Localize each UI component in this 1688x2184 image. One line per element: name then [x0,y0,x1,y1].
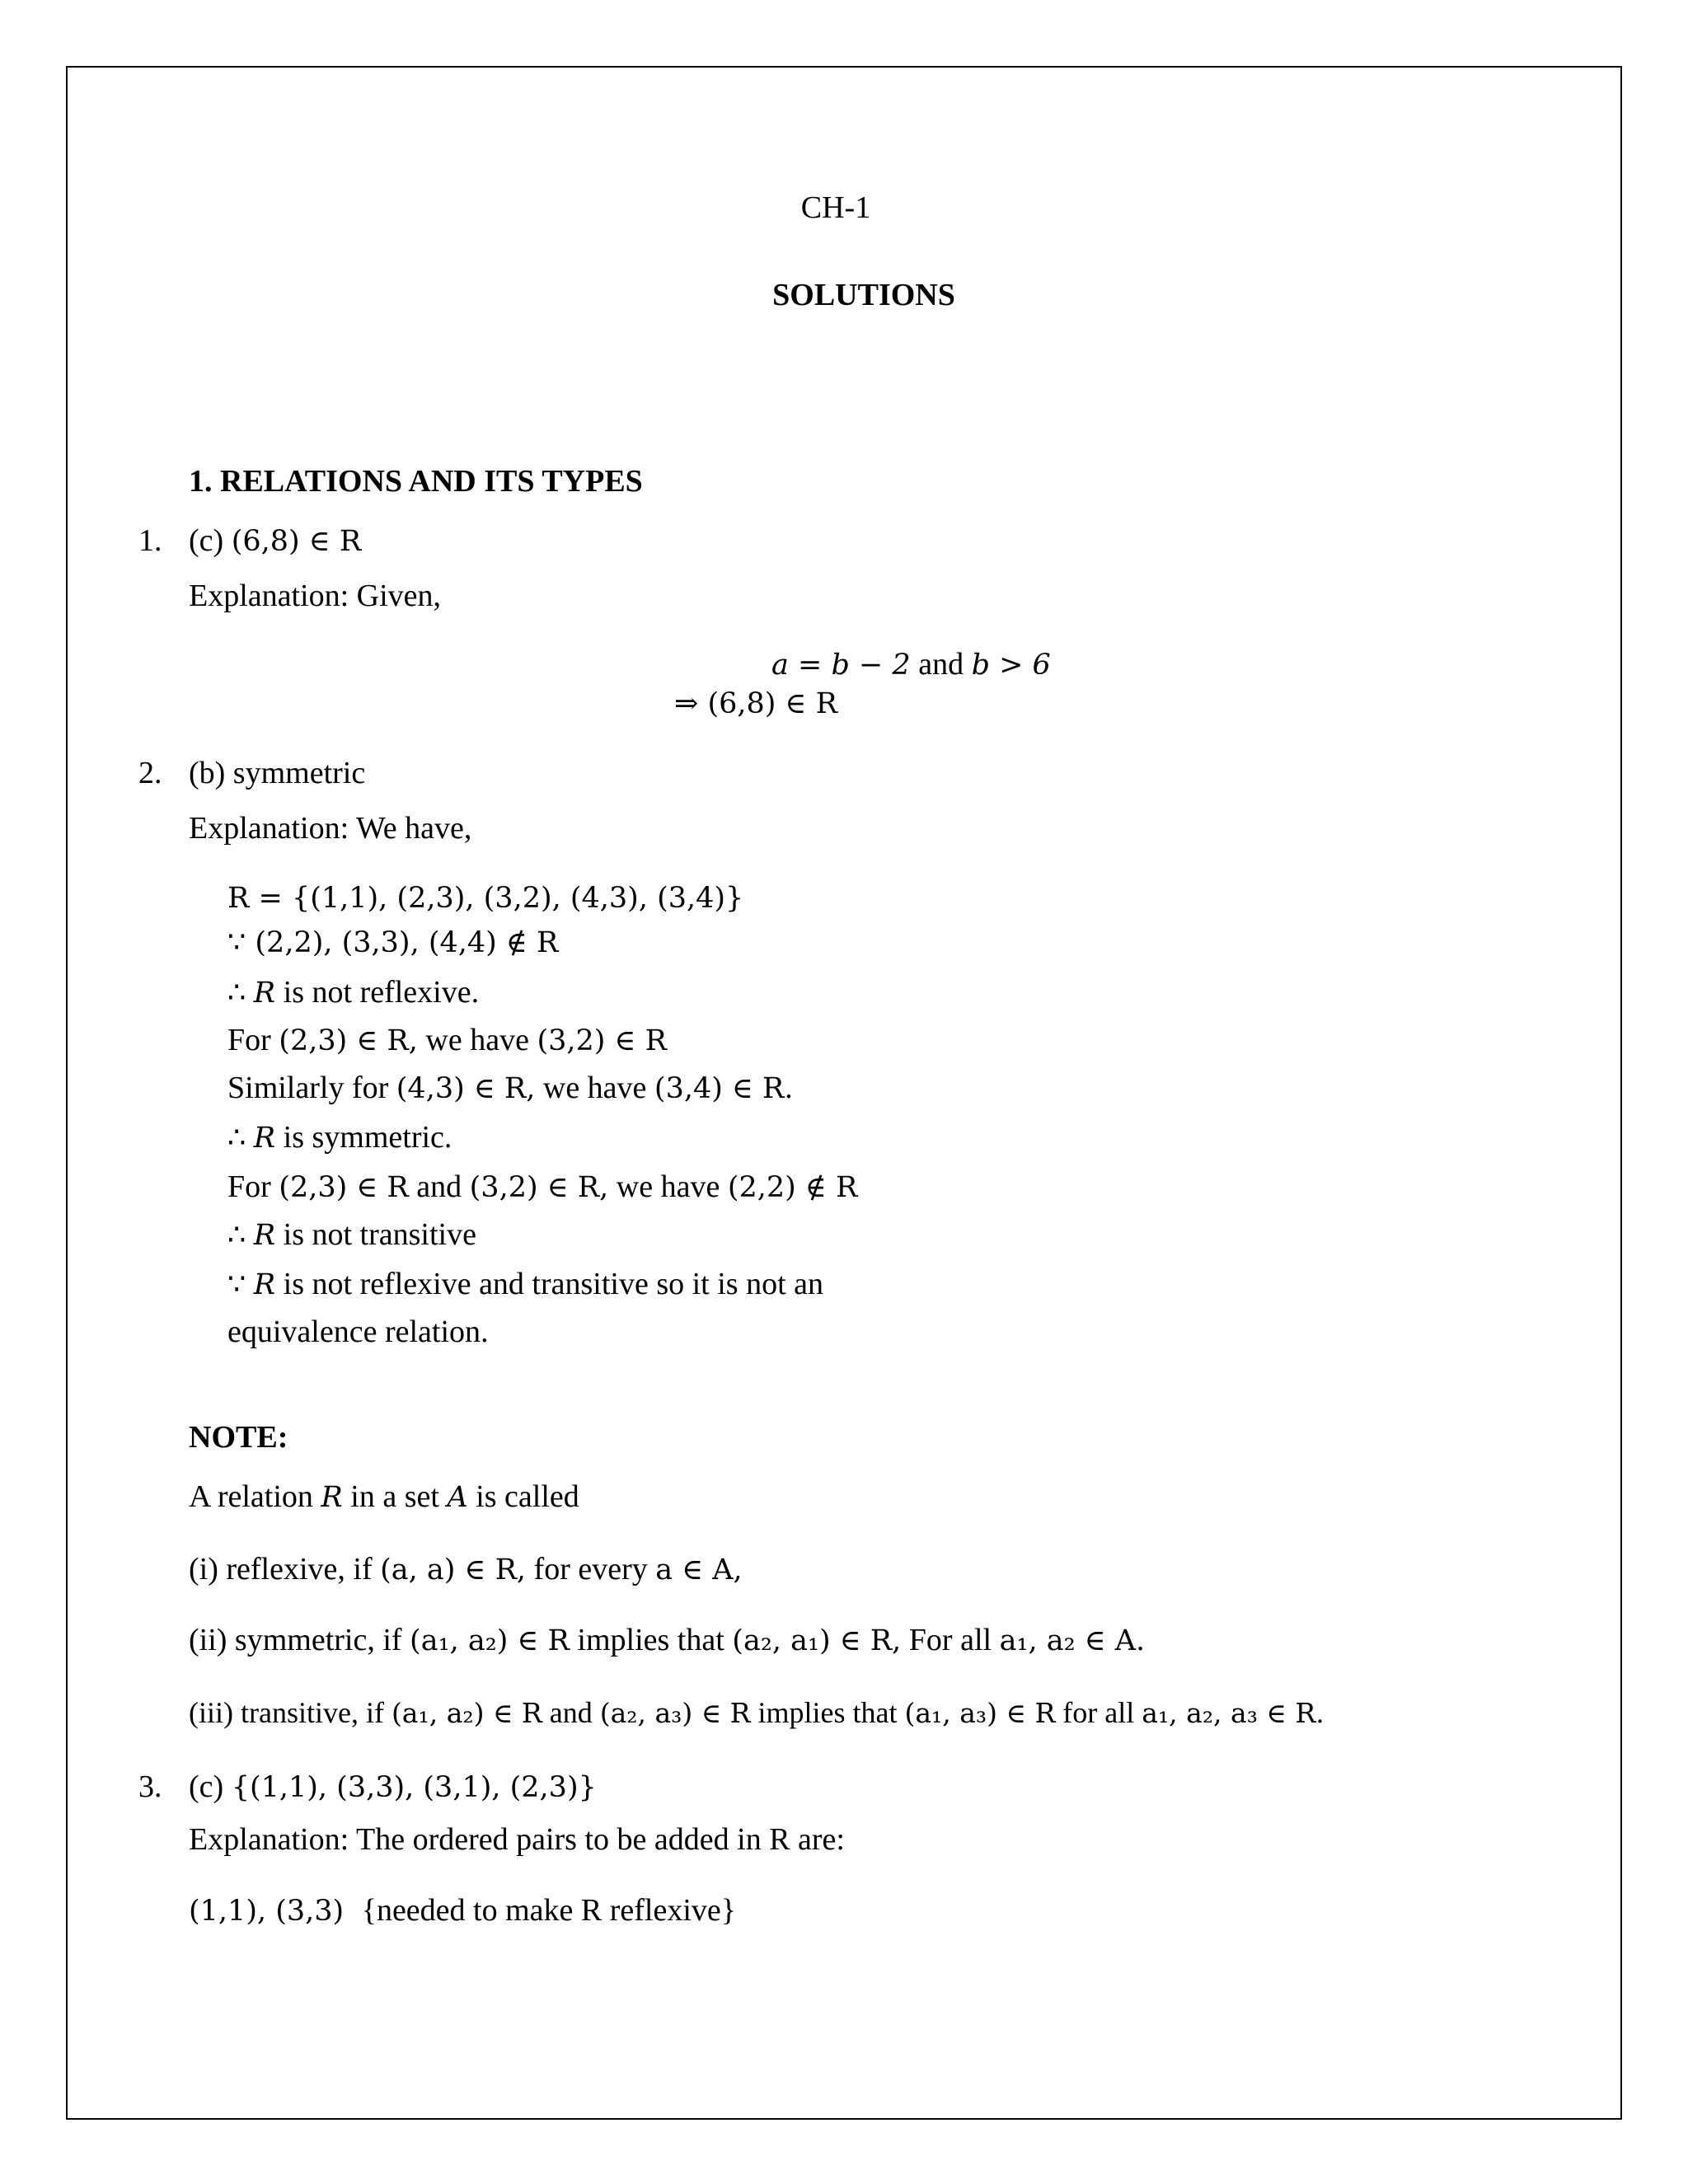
q3-explanation: Explanation: The ordered pairs to be added in R are: [189,1822,845,1857]
q3-pairs: (1,1), (3,3) [189,1895,345,1928]
text-for: For [227,1169,271,1204]
q2-number: 2. [138,756,162,790]
math-pair: (2,2) ∉ R [727,1171,858,1204]
q2-not-reflexive [227,972,479,1013]
chapter-label: CH-1 [800,190,871,225]
math-pair: (3,2) ∈ R, [469,1171,609,1204]
q2-not-transitive [227,1215,476,1255]
note-text: For all [908,1623,992,1657]
note-math: a₁, a₂ ∈ A. [999,1624,1146,1657]
q2-conclusion-cont: equivalence relation. [227,1315,489,1349]
note-math: a ∈ A, [655,1554,743,1586]
q1-given-lhs: a = b − 2 [771,649,911,682]
text-and: and [416,1169,462,1204]
q2-not-reflexive-text: is not reflexive. [283,975,480,1010]
note-math: (a₂, a₃) ∈ R [599,1697,751,1729]
text-we-have: we have [425,1023,529,1057]
math-pair: (2,3) ∈ R [279,1171,409,1204]
note-text: (i) reflexive, if [189,1552,373,1586]
set-symbol: A [447,1481,468,1514]
q3-pairs-line [189,1891,736,1931]
note-math: (a₁, a₂) ∈ R [391,1697,542,1729]
q2-conclusion [227,1264,823,1305]
math-pair: (2,3) ∈ R, [279,1024,418,1057]
q2-answer: (b) symmetric [189,756,366,790]
math-pair: (3,4) ∈ R. [654,1072,794,1105]
q2-not-in-set: ∵ (2,2), (3,3), (4,4) ∉ R [227,926,559,959]
note-intro-text: in a set [350,1479,439,1514]
note-text: implies that [757,1696,898,1729]
relation-symbol: R [253,1122,276,1155]
note-intro [189,1477,579,1517]
q2-conclusion-text: is not reflexive and transitive so it is not an [283,1267,824,1301]
note-math: (a₁, a₂) ∈ R [410,1624,570,1657]
q1-explanation-label: Explanation: Given, [189,579,442,613]
therefore-symbol: ∴ [227,1122,246,1155]
note-heading: NOTE: [189,1420,288,1455]
note-math: (a₂, a₁) ∈ R, [732,1624,902,1657]
note-text: for every [533,1552,648,1586]
q1-given [771,644,1051,685]
note-intro-text: is called [476,1479,579,1514]
q3-answer-math: {(1,1), (3,3), (3,1), (2,3)} [231,1771,597,1804]
section-heading: 1. RELATIONS AND ITS TYPES [189,464,643,499]
note-reflexive [189,1549,743,1590]
q2-pair-4-3 [227,1068,794,1108]
q2-explanation-label: Explanation: We have, [189,811,472,846]
note-intro-text: A relation [189,1479,313,1514]
relation-symbol: R [253,977,276,1010]
because-symbol: ∵ [227,1268,246,1301]
note-text: and [549,1696,593,1729]
note-transitive [189,1693,1325,1733]
text-for: For [227,1023,271,1057]
q1-given-and: and [918,647,964,682]
text-we-have: we have [616,1169,720,1204]
note-text: for all [1062,1696,1135,1729]
note-symmetric [189,1620,1145,1661]
math-pair: (4,3) ∈ R, [396,1072,536,1105]
q1-conclusion: ⇒ (6,8) ∈ R [674,687,837,720]
q1-answer [189,521,361,561]
note-text: (iii) transitive, if [189,1696,384,1729]
q3-answer [189,1767,597,1807]
math-pair: (3,2) ∈ R [537,1024,667,1057]
therefore-symbol: ∴ [227,977,246,1010]
relation-symbol: R [321,1481,343,1514]
note-math: (a, a) ∈ R, [380,1554,527,1586]
q1-number: 1. [138,523,162,558]
note-text: implies that [577,1623,724,1657]
q3-option: (c) [189,1769,224,1804]
q2-transitivity-check [227,1167,857,1207]
q2-symmetric-text: is symmetric. [283,1120,452,1155]
note-text: (ii) symmetric, if [189,1623,402,1657]
q1-option: (c) [189,523,224,558]
q2-symmetric [227,1118,452,1158]
q2-pair-2-3 [227,1020,667,1061]
q3-reason: {needed to make R reflexive} [361,1893,736,1928]
text-we-have: we have [542,1071,647,1105]
q2-not-transitive-text: is not transitive [283,1217,476,1252]
page-title: SOLUTIONS [772,278,955,312]
note-math: a₁, a₂, a₃ ∈ R. [1142,1697,1325,1729]
relation-symbol: R [253,1268,276,1301]
q1-given-rhs: b > 6 [971,649,1051,682]
therefore-symbol: ∴ [227,1219,246,1252]
q3-number: 3. [138,1769,162,1804]
q1-answer-math: (6,8) ∈ R [231,525,362,558]
text-similarly: Similarly for [227,1071,389,1105]
relation-symbol: R [253,1219,276,1252]
q2-relation-set: R = {(1,1), (2,3), (3,2), (4,3), (3,4)} [227,882,744,915]
note-math: (a₁, a₃) ∈ R [904,1697,1056,1729]
